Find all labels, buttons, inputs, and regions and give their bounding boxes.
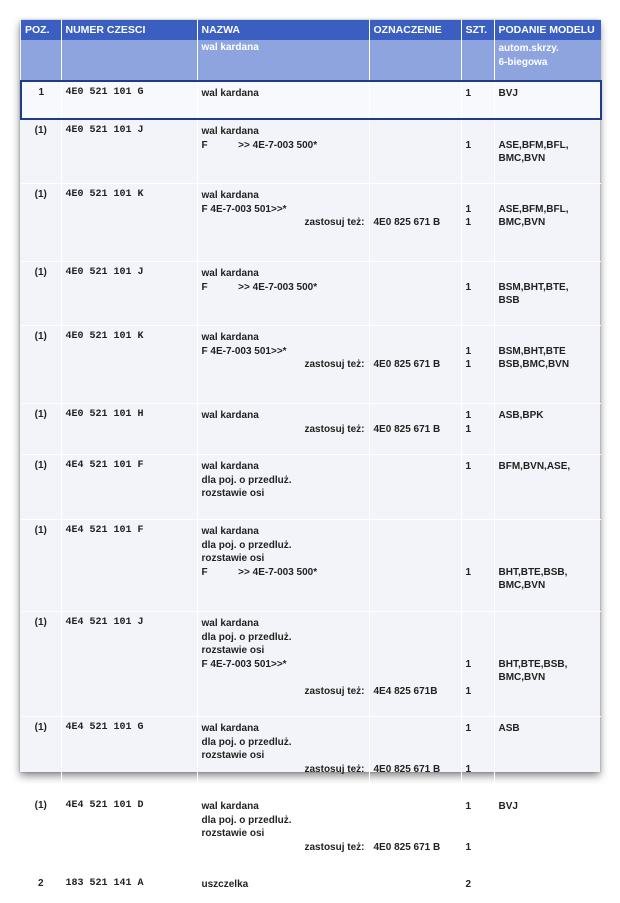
group-header-row (21, 40, 601, 81)
header-poz[interactable]: POZ. (21, 20, 61, 40)
oznaczenie-value: 4E4 825 671B (373, 685, 438, 697)
cell-part-number[interactable]: 4E4 521 101 J (61, 612, 197, 717)
spacer-line (374, 827, 457, 841)
nazwa-line: F 4E-7-003 501>>* (201, 345, 287, 357)
cell-podanie-modelu (494, 184, 601, 262)
model-line: BSB (498, 295, 520, 306)
szt-line: 1 (465, 410, 472, 421)
cell-podanie-modelu (494, 81, 601, 119)
cell-poz: (1) (21, 717, 61, 795)
group-model-note (494, 40, 601, 81)
nazwa-line: F 4E-7-003 501>>* (201, 658, 287, 670)
cell-oznaczenie (369, 119, 461, 184)
spacer-line (374, 189, 457, 203)
cell-szt (461, 795, 494, 873)
cell-szt (461, 520, 494, 612)
nazwa-line: wal kardana (201, 190, 259, 201)
szt-line (466, 617, 490, 631)
cell-poz: 1 (21, 81, 61, 119)
nazwa-line: F 4E-7-003 501>>* (201, 203, 287, 215)
cell-poz: (1) (21, 404, 61, 455)
cell-podanie-modelu (494, 262, 601, 326)
model-line (499, 631, 598, 645)
spacer-line (374, 800, 457, 814)
model-line (499, 189, 598, 203)
group-empty-cell (461, 40, 494, 81)
model-line (499, 552, 598, 566)
spacer-line (374, 749, 457, 763)
model-line: BMC,BVN (498, 672, 546, 683)
cell-nazwa (197, 520, 369, 612)
cell-part-number[interactable]: 4E4 521 101 D (61, 795, 197, 873)
cell-part-number[interactable]: 4E4 521 101 F (61, 520, 197, 612)
cell-part-number[interactable]: 4E4 521 101 F (61, 455, 197, 520)
nazwa-line: wal kardana (201, 461, 259, 472)
model-line: BMC,BVN (498, 217, 546, 228)
model-line: BSM,BHT,BTE (498, 345, 566, 357)
cell-szt (461, 404, 494, 455)
cell-oznaczenie (369, 795, 461, 873)
cell-poz: (1) (21, 326, 61, 404)
szt-line: 1 (465, 281, 472, 293)
nazwa-line: wal kardana (201, 88, 259, 99)
header-oznaczenie[interactable]: OZNACZENIE (369, 20, 461, 40)
model-line: BVJ (498, 88, 518, 99)
spacer-line (374, 331, 457, 345)
szt-line (466, 736, 490, 750)
szt-line (466, 189, 490, 203)
cell-nazwa (197, 612, 369, 717)
nazwa-line: wal kardana (201, 801, 259, 812)
szt-line (466, 525, 490, 539)
nazwa-line: rozstawie osi (201, 645, 265, 656)
spacer-line (202, 671, 365, 685)
table-row[interactable] (21, 455, 601, 520)
cell-poz: 2 (21, 873, 61, 903)
szt-line: 1 (465, 203, 472, 215)
szt-line (466, 644, 490, 658)
nazwa-line: wal kardana (201, 526, 259, 537)
szt-line: 1 (465, 801, 472, 812)
nazwa-line: rozstawie osi (201, 553, 265, 564)
cell-szt (461, 873, 494, 903)
szt-line (466, 671, 490, 685)
cell-part-number[interactable]: 4E0 521 101 H (61, 404, 197, 455)
model-line (499, 617, 598, 631)
nazwa-line: wal kardana (201, 268, 259, 279)
szt-line: 1 (465, 658, 472, 670)
cell-podanie-modelu (494, 717, 601, 795)
szt-line: 2 (465, 879, 472, 890)
szt-line: 1 (465, 217, 472, 228)
spacer-line (374, 736, 457, 750)
model-line (499, 331, 598, 345)
parts-catalog-sheet (20, 20, 600, 890)
szt-line (466, 631, 490, 645)
cell-part-number[interactable]: 4E0 521 101 K (61, 326, 197, 404)
model-line: BFM,BVN,ASE, (498, 461, 571, 472)
cell-podanie-modelu (494, 795, 601, 873)
nazwa-line: wal kardana (201, 410, 259, 421)
szt-line: 1 (465, 841, 472, 853)
spacer-line (374, 814, 457, 828)
cell-nazwa (197, 717, 369, 795)
cell-podanie-modelu (494, 455, 601, 520)
szt-line: 1 (465, 685, 472, 697)
szt-line: 1 (465, 461, 472, 472)
cell-oznaczenie (369, 520, 461, 612)
spacer-line (374, 203, 457, 217)
nazwa-line: dla poj. o przedluż. (201, 631, 292, 643)
cell-poz: (1) (21, 520, 61, 612)
model-line: ASB,BPK (498, 410, 544, 421)
spacer-line (374, 631, 457, 645)
cell-podanie-modelu (494, 326, 601, 404)
nazwa-line: dla poj. o przedluż. (201, 736, 292, 748)
szt-line: 1 (465, 139, 472, 151)
header-numer-czesci[interactable]: NUMER CZESCI (61, 20, 197, 40)
szt-line (466, 539, 490, 553)
cell-szt (461, 612, 494, 717)
cell-oznaczenie (369, 184, 461, 262)
cell-oznaczenie (369, 873, 461, 903)
cell-part-number[interactable]: 4E0 521 101 G (61, 81, 197, 119)
szt-line: 1 (465, 423, 472, 435)
cell-nazwa (197, 795, 369, 873)
nazwa-line: dla poj. o przedluż. (201, 539, 292, 551)
cell-podanie-modelu (494, 119, 601, 184)
szt-line (466, 749, 490, 763)
cell-poz: (1) (21, 184, 61, 262)
header-podanie-modelu[interactable]: PODANIE MODELU (494, 20, 601, 40)
cell-poz: (1) (21, 612, 61, 717)
cell-oznaczenie (369, 81, 461, 119)
cell-oznaczenie (369, 262, 461, 326)
cell-podanie-modelu (494, 612, 601, 717)
model-line (499, 539, 598, 553)
zastosuj-label: zastosuj też: (304, 685, 365, 697)
oznaczenie-value: 4E0 825 671 B (373, 217, 441, 228)
parts-rows (21, 81, 601, 903)
zastosuj-label: zastosuj też: (304, 841, 365, 853)
zastosuj-label: zastosuj też: (304, 217, 365, 228)
cell-nazwa (197, 262, 369, 326)
model-line: ASE,BFM,BFL, (498, 203, 569, 215)
parts-table (20, 20, 602, 903)
group-model-line: 6-biegowa (498, 56, 548, 68)
cell-part-number[interactable]: 4E0 521 101 K (61, 184, 197, 262)
szt-line (466, 814, 490, 828)
zastosuj-label: zastosuj też: (304, 423, 365, 435)
cell-poz: (1) (21, 455, 61, 520)
header-row (21, 20, 601, 40)
model-line: BMC,BVN (498, 153, 546, 164)
table-row[interactable] (21, 612, 601, 717)
oznaczenie-value: 4E0 825 671 B (373, 423, 441, 435)
szt-line (466, 552, 490, 566)
cell-part-number[interactable]: 4E0 521 101 J (61, 119, 197, 184)
spacer-line (374, 671, 457, 685)
model-line: BMC,BVN (498, 580, 546, 591)
table-row[interactable] (21, 795, 601, 873)
szt-line (466, 331, 490, 345)
cell-szt (461, 81, 494, 119)
nazwa-line: rozstawie osi (201, 750, 265, 761)
table-row[interactable] (21, 119, 601, 184)
spacer-line (374, 617, 457, 631)
zastosuj-label: zastosuj też: (304, 763, 365, 775)
cell-szt (461, 119, 494, 184)
table-row[interactable] (21, 717, 601, 795)
cell-nazwa (197, 81, 369, 119)
model-line (499, 525, 598, 539)
cell-szt (461, 262, 494, 326)
nazwa-line: uszczelka (201, 879, 249, 890)
model-line (499, 267, 598, 281)
oznaczenie-value: 4E0 825 671 B (373, 841, 441, 853)
cell-szt (461, 455, 494, 520)
cell-oznaczenie (369, 612, 461, 717)
szt-line (466, 827, 490, 841)
table-row[interactable] (21, 873, 601, 903)
header-nazwa[interactable]: NAZWA (197, 20, 369, 40)
group-title: wal kardana (197, 40, 369, 81)
cell-nazwa (197, 184, 369, 262)
nazwa-line: dla poj. o przedluż. (201, 814, 292, 826)
szt-line: 1 (465, 763, 472, 775)
table-row[interactable] (21, 81, 601, 119)
table-row[interactable] (21, 326, 601, 404)
group-empty-cell (21, 40, 61, 81)
nazwa-line: wal kardana (201, 723, 259, 734)
group-empty-cell (61, 40, 197, 81)
cell-podanie-modelu (494, 520, 601, 612)
nazwa-line: F >> 4E-7-003 500* (201, 281, 318, 293)
model-line: BHT,BTE,BSB, (498, 658, 568, 670)
szt-line: 1 (465, 723, 472, 734)
cell-poz: (1) (21, 262, 61, 326)
szt-line: 1 (465, 88, 472, 99)
cell-part-number[interactable]: 4E0 521 101 J (61, 262, 197, 326)
zastosuj-label: zastosuj też: (304, 359, 365, 370)
nazwa-line: wal kardana (201, 618, 259, 629)
cell-nazwa (197, 873, 369, 903)
model-line: BSB,BMC,BVN (498, 359, 570, 370)
cell-poz: (1) (21, 119, 61, 184)
spacer-line (374, 658, 457, 672)
szt-line (466, 267, 490, 281)
spacer-line (374, 345, 457, 359)
szt-line: 1 (465, 359, 472, 370)
table-row[interactable] (21, 404, 601, 455)
cell-nazwa (197, 326, 369, 404)
oznaczenie-value: 4E0 825 671 B (373, 359, 441, 370)
header-szt[interactable]: SZT. (461, 20, 494, 40)
model-line: BSM,BHT,BTE, (498, 281, 569, 293)
oznaczenie-value: 4E0 825 671 B (373, 763, 441, 775)
cell-oznaczenie (369, 326, 461, 404)
spacer-line (374, 722, 457, 736)
nazwa-line: rozstawie osi (201, 488, 265, 499)
cell-oznaczenie (369, 404, 461, 455)
cell-oznaczenie (369, 717, 461, 795)
model-line: BVJ (498, 801, 518, 812)
szt-line: 1 (465, 566, 472, 578)
model-line: ASE,BFM,BFL, (498, 139, 569, 151)
group-empty-cell (369, 40, 461, 81)
cell-szt (461, 326, 494, 404)
cell-szt (461, 717, 494, 795)
szt-line (466, 125, 490, 139)
cell-part-number[interactable]: 4E4 521 101 G (61, 717, 197, 795)
group-model-line: autom.skrzy. (498, 43, 559, 54)
model-line (499, 644, 598, 658)
cell-oznaczenie (369, 455, 461, 520)
nazwa-line: F >> 4E-7-003 500* (201, 566, 318, 578)
model-line: BHT,BTE,BSB, (498, 566, 568, 578)
table-row[interactable] (21, 184, 601, 262)
cell-poz: (1) (21, 795, 61, 873)
cell-nazwa (197, 404, 369, 455)
nazwa-line: wal kardana (201, 126, 259, 137)
szt-line: 1 (465, 345, 472, 357)
nazwa-line: wal kardana (201, 332, 259, 343)
spacer-line (374, 409, 457, 423)
model-line (499, 878, 598, 892)
nazwa-line: rozstawie osi (201, 828, 265, 839)
model-line: ASB (498, 723, 520, 734)
cell-nazwa (197, 119, 369, 184)
table-row[interactable] (21, 262, 601, 326)
cell-podanie-modelu (494, 404, 601, 455)
nazwa-line: F >> 4E-7-003 500* (201, 139, 318, 151)
nazwa-line: dla poj. o przedluż. (201, 474, 292, 486)
cell-szt (461, 184, 494, 262)
cell-nazwa (197, 455, 369, 520)
model-line (499, 125, 598, 139)
cell-podanie-modelu (494, 873, 601, 903)
spacer-line (374, 644, 457, 658)
cell-part-number[interactable]: 183 521 141 A (61, 873, 197, 903)
table-row[interactable] (21, 520, 601, 612)
